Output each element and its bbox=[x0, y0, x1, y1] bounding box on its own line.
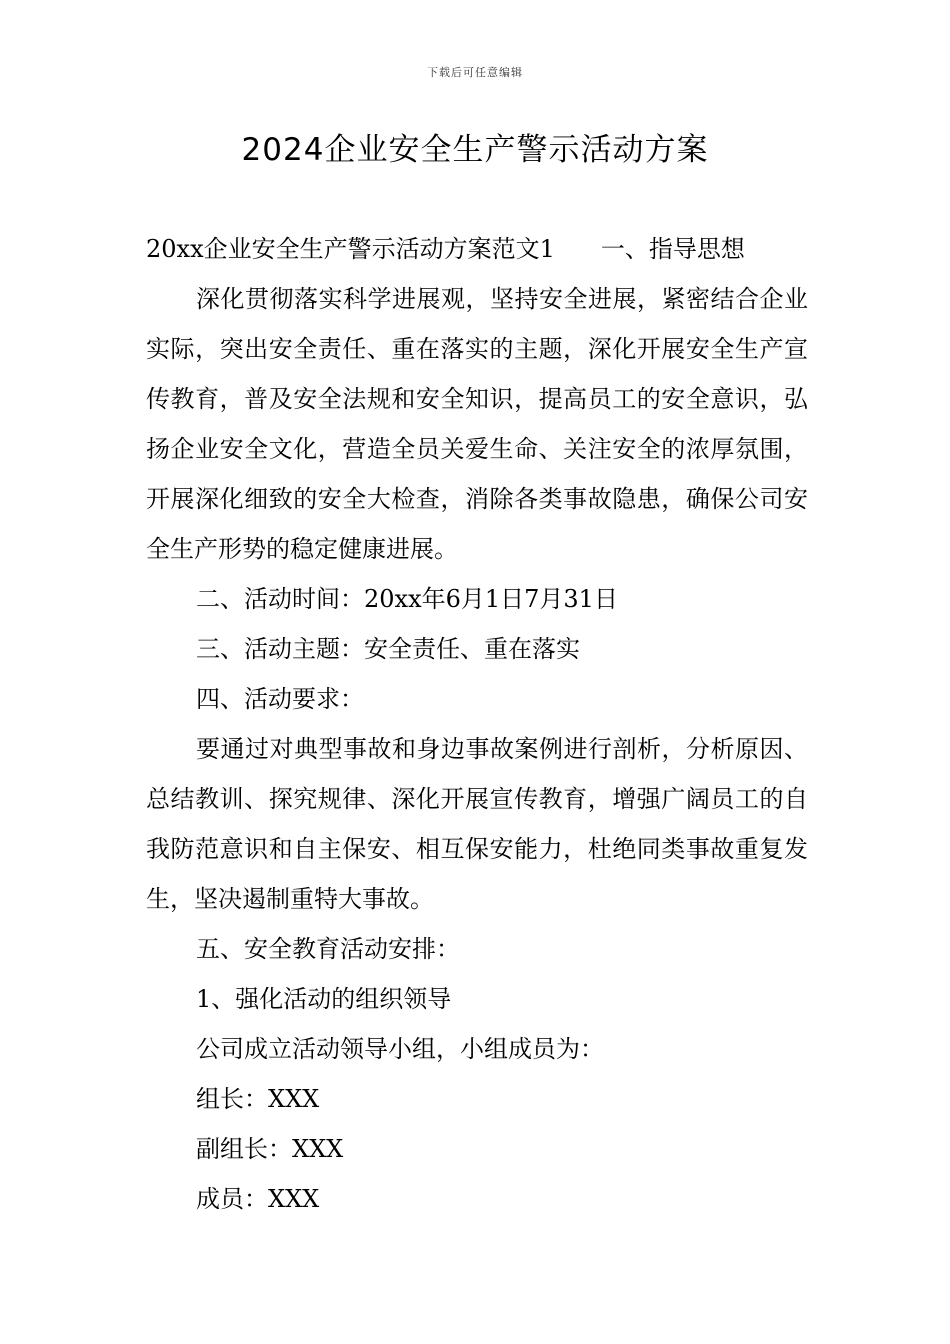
section3-line: 三、活动主题：安全责任、重在落实 bbox=[196, 635, 580, 663]
intro-heading: 20xx企业安全生产警示活动方案范文1 bbox=[146, 235, 555, 263]
section1-heading: 一、指导思想 bbox=[600, 235, 745, 263]
header-note: 下载后可任意编辑 bbox=[427, 66, 523, 79]
members-line: 成员：XXX bbox=[196, 1185, 320, 1213]
section1-paragraph: 深化贯彻落实科学进展观，坚持安全进展，紧密结合企业实际，突出安全责任、重在落实的主题，深化开展安全生产宣传教育，普及安全法规和安全知识，提高员工的安全意识，弘扬企业安全文化，营造全员关爱生命、关注安全的浓厚氛围，开展深化细致的安全大检查，消除各类事故隐患，确保公司安全生产形势的稳定健康进展。 bbox=[146, 285, 808, 563]
section2-line: 二、活动时间：20xx年6月1日7月31日 bbox=[196, 585, 618, 613]
leader-line: 组长：XXX bbox=[196, 1085, 320, 1113]
section5-heading: 五、安全教育活动安排： bbox=[196, 935, 460, 963]
section4-heading: 四、活动要求： bbox=[196, 685, 364, 713]
section4-paragraph: 要通过对典型事故和身边事故案例进行剖析，分析原因、总结教训、探究规律、深化开展宣传教育，增强广阔员工的自我防范意识和自主保安、相互保安能力，杜绝同类事故重复发生，坚决遏制重特大事故。 bbox=[146, 735, 808, 913]
item1-heading: 1、强化活动的组织领导 bbox=[196, 985, 452, 1013]
item1-paragraph: 公司成立活动领导小组，小组成员为： bbox=[196, 1035, 604, 1063]
document-title: 2024企业安全生产警示活动方案 bbox=[241, 132, 709, 168]
intro-line bbox=[146, 224, 808, 274]
document-body bbox=[146, 224, 808, 1224]
deputy-leader-line: 副组长：XXX bbox=[196, 1135, 344, 1163]
